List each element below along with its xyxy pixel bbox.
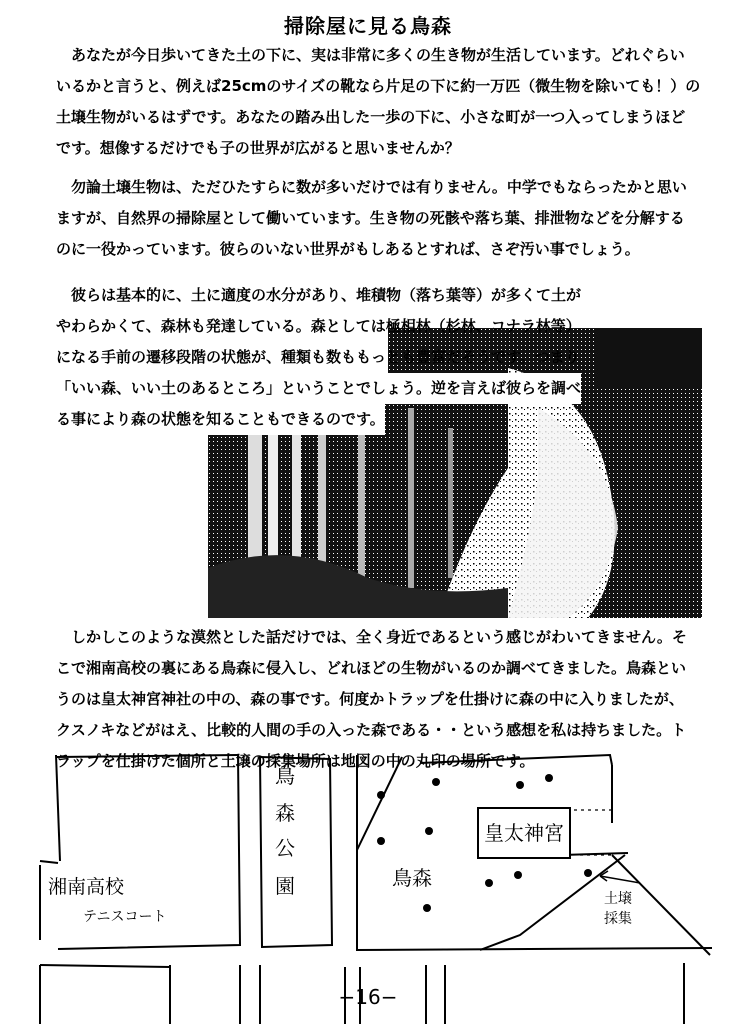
trap-marker (425, 827, 433, 835)
park-label: 公 (275, 836, 295, 860)
text-line: 「いい森、いい土のあるところ」ということでしょう。逆を言えば彼らを調べ (56, 373, 581, 404)
text-line: やわらかくて、森林も発達している。森としては極相林（杉林、コナラ林等） (56, 317, 581, 335)
text-line: こで湘南高校の裏にある鳥森に侵入し、どれほどの生物がいるのか調べてきました。鳥森とい (56, 659, 687, 677)
map-lines (40, 755, 712, 1024)
tennis-court-label: テニスコート (83, 909, 167, 925)
text-line: る事により森の状態を知ることもできるのです。 (56, 404, 385, 435)
site-map (0, 745, 736, 1024)
trap-marker (377, 791, 385, 799)
shrine-label: 皇太神宮 (484, 821, 564, 845)
trap-marker (377, 837, 385, 845)
soil-label: 土壌 (604, 891, 632, 907)
text-line: いるかと言うと、例えば25cmのサイズの靴なら片足の下に約一万匹（微生物を除いても！）の (56, 77, 701, 95)
text-line: クスノキなどがはえ、比較的人間の手の入った森である・・という感想を私は持ちました。ト (56, 721, 687, 739)
text-line: 勿論土壌生物は、ただひたすらに数が多いだけでは有りません。中学でもならったかと思い (56, 178, 687, 196)
forest-label: 鳥森 (392, 866, 432, 890)
trap-marker (516, 781, 524, 789)
trap-marker (545, 774, 553, 782)
paragraph-3 (56, 280, 596, 435)
park-label: 森 (275, 801, 295, 825)
paragraph-2 (56, 172, 711, 265)
text-line: ますが、自然界の掃除屋として働いています。生き物の死骸や落ち葉、排泄物などを分解する (56, 209, 685, 227)
text-line: うのは皇太神宮神社の中の、森の事です。何度かトラップを仕掛けに森の中に入りましたが、 (56, 690, 684, 708)
paragraph-1 (56, 40, 711, 164)
school-label: 湘南高校 (48, 876, 125, 898)
trap-marker (485, 879, 493, 887)
text-line: になる手前の遷移段階の状態が、種類も数ももっとも豊富だそうです。つまり (56, 348, 580, 366)
text-line: しかしこのような漠然とした話だけでは、全く身近であるという感じがわいてきません。そ (56, 628, 687, 646)
soil-label: 採集 (604, 911, 632, 927)
text-line: です。想像するだけでも子の世界が広がると思いませんか？ (56, 139, 460, 157)
trap-marker (432, 778, 440, 786)
text-line: ラップを仕掛けた個所と土壌の採集場所は地図の中の丸印の場所です。 (56, 752, 535, 770)
soil-marker (584, 869, 592, 877)
park-label: 鳥 (275, 764, 295, 788)
text-line: 彼らは基本的に、土に適度の水分があり、堆積物（落ち葉等）が多くて土が (56, 286, 582, 304)
trap-marker (514, 871, 522, 879)
text-line: のに一役かっています。彼らのいない世界がもしあるとすれば、さぞ汚い事でしょう。 (56, 240, 640, 258)
text-line: 土壌生物がいるはずです。あなたの踏み出した一歩の下に、小さな町が一つ入ってしまうほど (56, 108, 686, 126)
page-number: −16− (338, 985, 398, 1009)
text-line: あなたが今日歩いてきた土の下に、実は非常に多くの生き物が生活しています。どれぐらい (56, 46, 685, 64)
trap-marker (423, 904, 431, 912)
page-title: 掃除屋に見る鳥森 (284, 14, 452, 38)
park-label: 園 (275, 874, 295, 898)
